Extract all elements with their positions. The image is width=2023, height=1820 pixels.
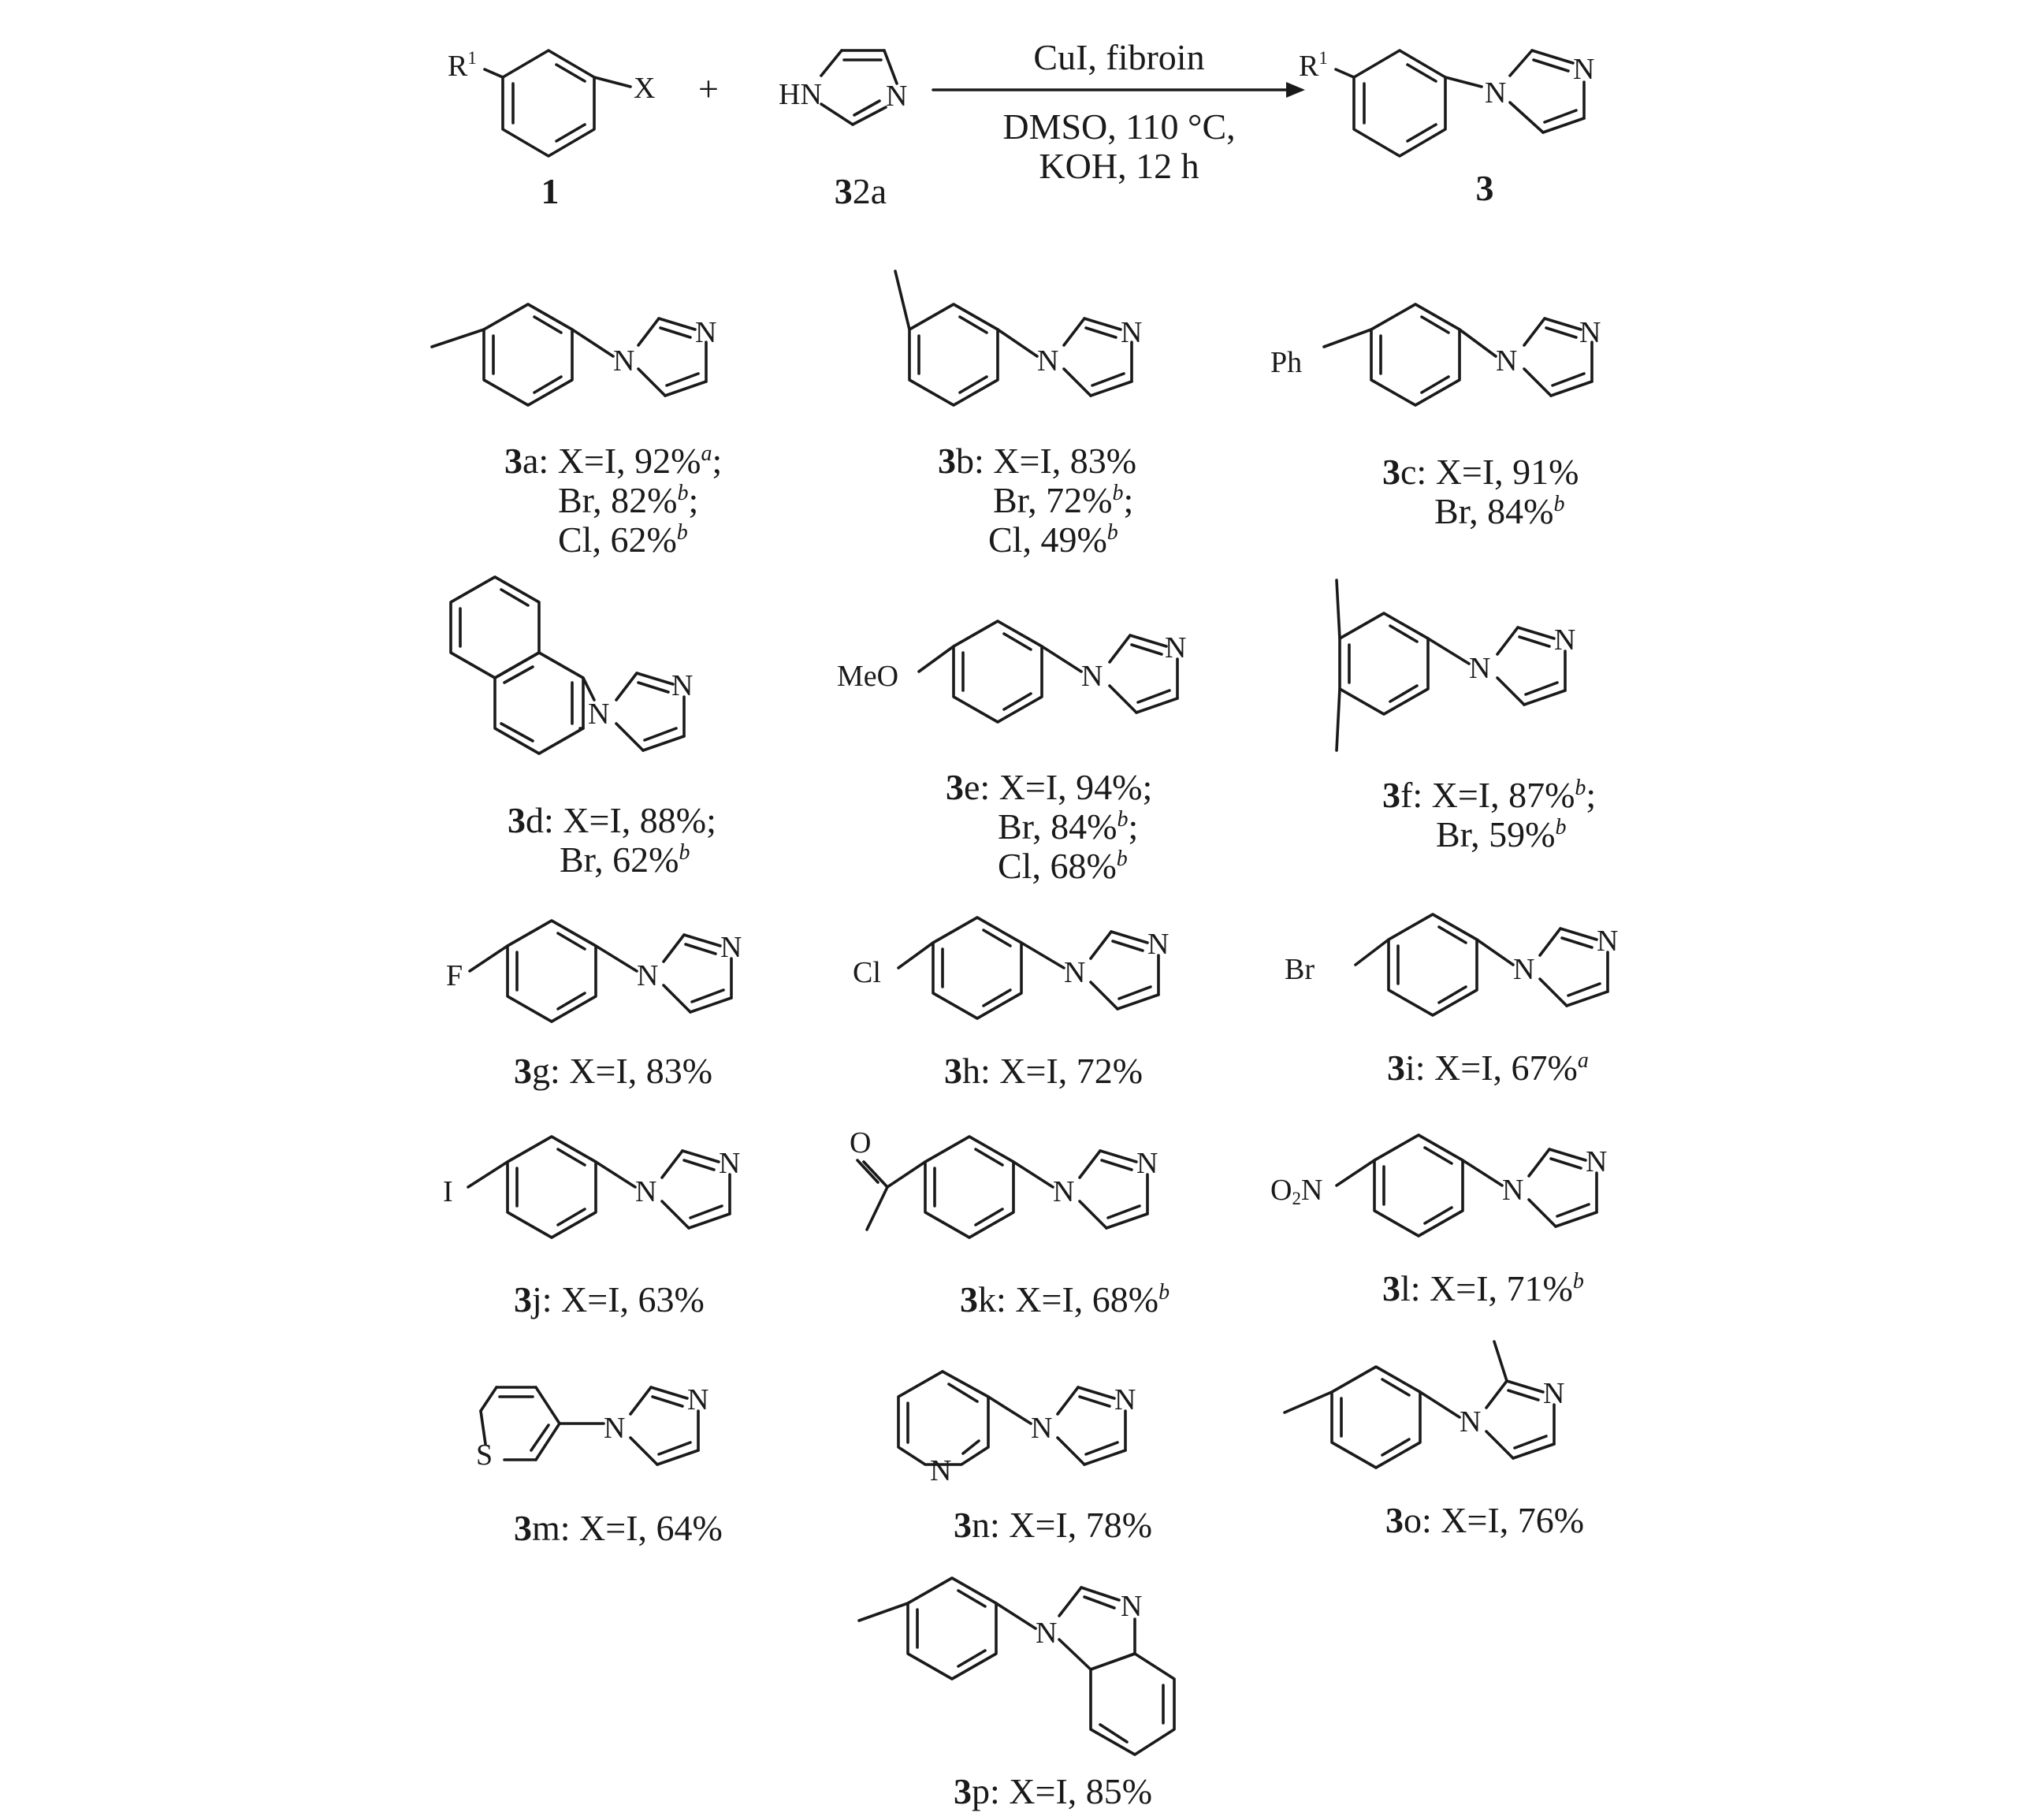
n1-label: N bbox=[1037, 344, 1059, 378]
n1-label: N bbox=[1460, 1405, 1482, 1439]
product-compound-label: 3 bbox=[1475, 168, 1494, 208]
n3-label: N bbox=[1114, 1383, 1136, 1416]
structure-3d bbox=[451, 577, 693, 754]
n3-label: N bbox=[1147, 928, 1170, 961]
caption-3j: 3j: X=I, 63% bbox=[514, 1279, 705, 1319]
n1-label: N bbox=[1036, 1617, 1058, 1650]
n3-label: N bbox=[1543, 1377, 1565, 1410]
n3-label: N bbox=[1121, 316, 1143, 349]
n1-label: N bbox=[604, 1412, 626, 1445]
substituent-label: $R^1$ bbox=[448, 48, 477, 83]
conditions-base-time: KOH, 12 h bbox=[1039, 146, 1199, 186]
sulfur-label: S bbox=[476, 1439, 493, 1472]
methoxy-label: MeO bbox=[837, 660, 899, 693]
n1-label: N bbox=[588, 698, 610, 731]
structure-3l bbox=[1270, 1135, 1607, 1236]
n3-label: N bbox=[720, 931, 742, 964]
imidazole-structure bbox=[779, 50, 907, 125]
product-n3-label: N bbox=[1573, 53, 1595, 86]
plus-sign: + bbox=[698, 69, 719, 109]
caption-3e: 3e: X=I, 94%; Br, 84%$^b$; Cl, 68%$^b$ bbox=[946, 767, 1153, 886]
structure-3h bbox=[853, 917, 1169, 1018]
conditions-solvent-temperature: DMSO, 110 °C, bbox=[1002, 106, 1236, 147]
n1-label: N bbox=[1502, 1174, 1524, 1207]
n3-label: N bbox=[719, 1147, 741, 1180]
structure-3c bbox=[1270, 304, 1601, 405]
n3-label: N bbox=[695, 316, 717, 349]
caption-3o: 3o: X=I, 76% bbox=[1385, 1500, 1585, 1540]
bromo-label: Br bbox=[1285, 953, 1315, 986]
n3-label: N bbox=[671, 669, 694, 702]
caption-3b: 3b: X=I, 83% Br, 72%$^b$; Cl, 49%$^b$ bbox=[938, 441, 1137, 560]
caption-3f: 3f: X=I, 87%$^b$; Br, 59%$^b$ bbox=[1382, 775, 1597, 854]
hn-label: HN bbox=[779, 78, 822, 111]
structure-3j bbox=[443, 1137, 740, 1238]
n3-label: N bbox=[1586, 1145, 1608, 1178]
structure-3m bbox=[476, 1383, 708, 1472]
caption-3k: 3k: X=I, 68%$^b$ bbox=[960, 1279, 1170, 1319]
n1-label: N bbox=[635, 1175, 657, 1208]
fluoro-label: F bbox=[446, 959, 463, 992]
caption-3h: 3h: X=I, 72% bbox=[944, 1051, 1144, 1091]
halide-atom: X bbox=[634, 72, 656, 105]
phenyl-label: Ph bbox=[1270, 346, 1303, 379]
caption-3p: 3p: X=I, 85% bbox=[954, 1771, 1153, 1811]
reaction-arrow bbox=[933, 82, 1305, 98]
caption-3n: 3n: X=I, 78% bbox=[954, 1505, 1153, 1545]
n3-label: N bbox=[687, 1383, 709, 1416]
n3-label: N bbox=[1165, 631, 1187, 664]
chloro-label: Cl bbox=[853, 956, 881, 989]
oxo-label: O bbox=[850, 1126, 872, 1159]
caption-3l: 3l: X=I, 71%$^b$ bbox=[1382, 1268, 1584, 1308]
caption-3g: 3g: X=I, 83% bbox=[514, 1051, 713, 1091]
product-n1-label: N bbox=[1485, 76, 1507, 110]
n3-label: N bbox=[1579, 316, 1601, 349]
n1-label: N bbox=[613, 344, 635, 378]
aryl-halide-structure bbox=[448, 48, 655, 156]
conditions-catalyst: CuI, fibroin bbox=[1033, 37, 1205, 77]
n1-label: N bbox=[1496, 344, 1518, 378]
caption-3m: 3m: X=I, 64% bbox=[514, 1508, 723, 1548]
structure-3n bbox=[898, 1372, 1136, 1487]
caption-3i: 3i: X=I, 67%$^a$ bbox=[1387, 1048, 1589, 1088]
n3-label: N bbox=[1597, 925, 1619, 958]
n3-label: N bbox=[1554, 623, 1576, 657]
structure-3p bbox=[859, 1578, 1174, 1755]
pyridine-n-label: N bbox=[930, 1454, 952, 1487]
n1-label: N bbox=[1513, 953, 1535, 986]
imidazole-compound-label: 32a bbox=[834, 171, 887, 211]
n1-label: N bbox=[637, 959, 659, 992]
n1-label: N bbox=[1064, 956, 1086, 989]
iodo-label: I bbox=[443, 1175, 453, 1208]
structure-3b bbox=[895, 271, 1142, 405]
structure-3g bbox=[446, 921, 742, 1022]
structure-3i bbox=[1285, 914, 1618, 1015]
aryl-halide-compound-label: 1 bbox=[541, 171, 560, 211]
general-product-structure bbox=[1299, 48, 1594, 156]
n1-label: N bbox=[1081, 660, 1103, 693]
structure-3k bbox=[850, 1126, 1158, 1238]
structure-3e bbox=[837, 621, 1186, 722]
structure-3o bbox=[1285, 1342, 1564, 1468]
caption-3c: 3c: X=I, 91% Br, 84%$^b$ bbox=[1382, 452, 1579, 531]
n3-label: N bbox=[1136, 1147, 1158, 1180]
n1-label: N bbox=[1469, 652, 1491, 685]
caption-3d: 3d: X=I, 88%; Br, 62%$^b$ bbox=[508, 800, 716, 880]
product-substituent-label: $R^1$ bbox=[1299, 48, 1328, 83]
n1-label: N bbox=[1053, 1175, 1075, 1208]
structure-3a bbox=[432, 304, 716, 405]
n3-label: N bbox=[1121, 1590, 1143, 1623]
caption-3a: 3a: X=I, 92%$^a$; Br, 82%$^b$; Cl, 62%$^b$ bbox=[504, 441, 723, 560]
imidazole-n-label: N bbox=[886, 80, 908, 113]
n1-label: N bbox=[1031, 1412, 1053, 1445]
nitro-label: O2N bbox=[1270, 1174, 1323, 1208]
structure-3f bbox=[1337, 580, 1575, 750]
